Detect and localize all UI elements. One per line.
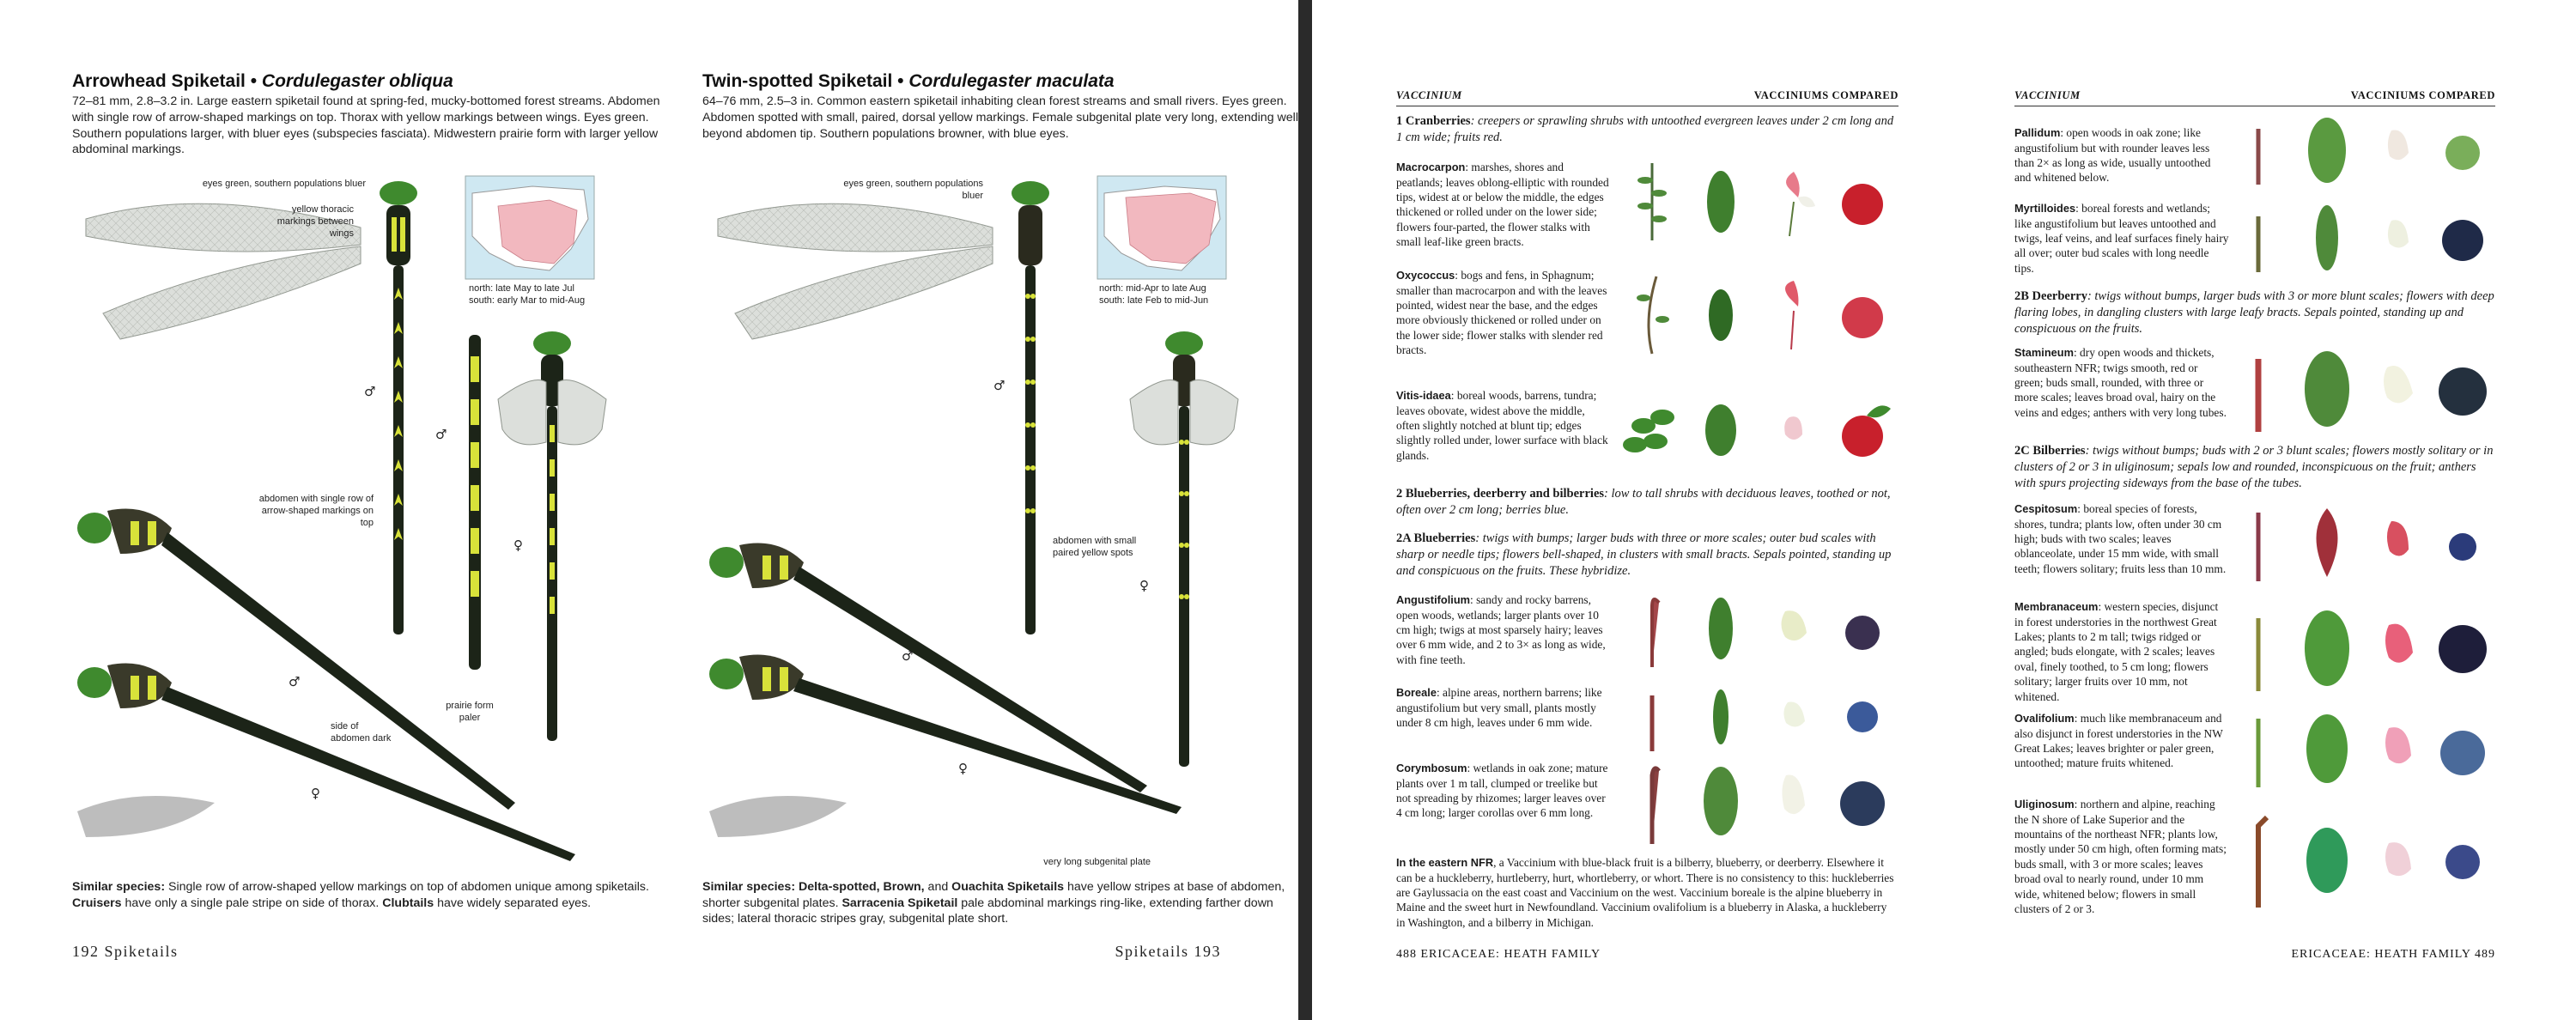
cespitosum-icons xyxy=(2233,500,2499,586)
similar-text: have widely separated eyes. xyxy=(434,896,592,910)
flower-icon xyxy=(1785,281,1798,349)
lateral-female xyxy=(77,664,575,862)
flower-icon xyxy=(2385,727,2411,763)
section-title: 2B Deerberry xyxy=(2014,289,2087,303)
entry-name: Corymbosum xyxy=(1396,762,1467,774)
note-bold: In the eastern NFR xyxy=(1396,856,1494,869)
male-symbol: ♂ xyxy=(902,648,914,664)
latin-name: Cordulegaster obliqua xyxy=(261,71,453,91)
entry-text: : boreal species of forests, shores, tundra; plants low, often under 30 cm high; buds with two scales; leaves oblanceolate, under 15 mm wide, with small teeth; flowers solitary; fruits less than 10 mm. xyxy=(2014,502,2227,575)
male-symbol: ♂ xyxy=(289,674,301,689)
page-folio-193: Spiketails 193 xyxy=(1115,943,1221,960)
berry-icon xyxy=(2442,220,2483,261)
section-title: 1 Cranberries xyxy=(1396,114,1471,128)
leaf-icon xyxy=(1705,404,1736,456)
entry-name: Pallidum xyxy=(2014,126,2061,139)
leaf-icon xyxy=(1707,171,1735,233)
similar-label: Similar species: xyxy=(702,880,796,894)
dorsal-male xyxy=(380,181,417,634)
male-symbol: ♂ xyxy=(364,384,376,399)
entry-oxycoccus xyxy=(1396,268,1611,358)
flower-icon xyxy=(2385,842,2411,876)
similar-text: pale abdominal markings ring-like, extending farther down sides; lateral thoracic stripes gray, subgenital plate short. xyxy=(702,896,1273,926)
entry-myrtilloides xyxy=(2014,201,2229,276)
twig-icon xyxy=(2258,817,2267,908)
entry-uliginosum xyxy=(2014,797,2229,917)
pallidum-icons xyxy=(2233,112,2499,189)
flower-icon xyxy=(1784,416,1802,440)
leaf-icon xyxy=(2305,351,2349,427)
twig-icon xyxy=(1652,599,1659,667)
book-gutter xyxy=(1298,0,1312,1020)
entry-text: : sandy and rocky barrens, open woods, wetlands; larger plants over 10 cm high; twigs at most sparsely hairy; leaves over 6 mm wide, and 2 to 3× as long as wide, with fine teeth. xyxy=(1396,593,1606,666)
similar-text: Single row of arrow-shaped yellow markings on top of abdomen unique among spiketails. xyxy=(165,880,649,894)
entry-boreale xyxy=(1396,685,1611,730)
twig-icon xyxy=(1649,276,1656,354)
berry-icon xyxy=(1842,184,1883,225)
angustifolium-icons xyxy=(1618,586,1901,671)
flower-icon xyxy=(1782,774,1805,814)
twig-icon xyxy=(1652,768,1659,844)
entry-pallidum xyxy=(2014,125,2229,185)
similar-bold: Sarracenia Spiketail xyxy=(841,896,958,910)
ovalifolium-icons xyxy=(2233,706,2499,792)
berry-icon xyxy=(2440,731,2485,775)
similar-text: have yellow stripes at base of abdomen, shorter subgenital plates. xyxy=(702,880,1285,910)
female-symbol: ♀ xyxy=(1139,578,1149,593)
membranaceum-icons xyxy=(2233,601,2499,695)
twin-spotted-spiketail-illustration xyxy=(701,167,1250,871)
label-eyes: eyes green, southern populations bluer xyxy=(843,179,983,201)
vitis-idaea-icons xyxy=(1618,383,1901,477)
section-title: 2A Blueberries xyxy=(1396,531,1476,545)
entry-membranaceum xyxy=(2014,599,2229,704)
twig-icon xyxy=(1623,410,1674,452)
entry-text: : open woods in oak zone; like angustifolium but with rounder leaves less than 2× as long as wide, usually untoothed and whitened below. xyxy=(2014,126,2211,185)
range-map xyxy=(1097,176,1226,279)
entry-text: : dry open woods and thickets, southeastern NFR; twigs smooth, red or green; buds small, rounded, with three or more scales; leaves broad oval, hairy on the veins and edges; anthers with very long tubes. xyxy=(2014,346,2227,419)
note-eastern-nfr xyxy=(1396,855,1899,930)
label-prairie: prairie form paler xyxy=(446,701,494,723)
berry-icon xyxy=(2449,533,2476,561)
leaf-icon xyxy=(1713,689,1728,744)
female-symbol: ♀ xyxy=(311,786,320,801)
entry-text: : much like membranaceum and also disjunct in forest understories in the NW Great Lakes; leaves brighter or paler green, untoothed; mature fruits whitened. xyxy=(2014,712,2223,770)
section-text: : creepers or sprawling shrubs with untoothed evergreen leaves under 2 cm long and 1 cm wide; fruits red. xyxy=(1396,114,1894,145)
header-topic: VACCINIUMS COMPARED xyxy=(1753,89,1899,101)
species-description: 64–76 mm, 2.5–3 in. Common eastern spiketail inhabiting clean forest streams and small rivers. Eyes green. Abdomen spotted with small, paired, dorsal yellow markings. Female subgenital plate very long, extending well beyond abdomen tip. Southern populations browner, with blue eyes. xyxy=(702,94,1298,141)
berry-icon xyxy=(1847,701,1878,732)
berry-icon xyxy=(1840,781,1885,826)
flower-icon xyxy=(2388,220,2409,247)
dorsal-male xyxy=(1012,181,1049,634)
species-title xyxy=(72,70,673,92)
flower-icon xyxy=(2387,521,2409,556)
similar-text: have only a single pale stripe on side of thorax. xyxy=(121,896,383,910)
leaf-icon xyxy=(2316,205,2338,270)
species-description: 72–81 mm, 2.8–3.2 in. Large eastern spiketail found at spring-fed, mucky-bottomed forest streams. Abdomen with single row of arrow-shaped markings on top. Thorax with yellow markings between wings. Eyes green. Southern populations larger, with bluer eyes (subspecies fasciata). Midwestern prairie form with larger yellow abdominal markings. xyxy=(72,94,660,157)
entry-name: Stamineum xyxy=(2014,346,2074,359)
myrtilloides-icons xyxy=(2233,199,2499,276)
running-header-489 xyxy=(2014,89,2495,106)
boreale-icons xyxy=(1618,678,1901,756)
leaf-icon xyxy=(2308,118,2346,183)
prairie-abdomen xyxy=(469,335,481,670)
entry-text: : boreal woods, barrens, tundra; leaves obovate, widest above the middle, often slightly notched at blunt tip; edges slightly rolled under, lower surface with black glands. xyxy=(1396,389,1608,462)
header-genus: VACCINIUM xyxy=(2014,89,2081,101)
page-folio-489: ERICACEAE: HEATH FAMILY 489 xyxy=(2291,948,2495,961)
berry-icon xyxy=(1842,297,1883,338)
entry-name: Boreale xyxy=(1396,686,1437,699)
species-account-arrowhead xyxy=(72,70,673,158)
section-text: : twigs without bumps, larger buds with 3 or more blunt scales; flowers with deep flaring lobes, in dangling clusters with large leafy bracts. Sepals pointed, standing up and conspicuous on the fruits. xyxy=(2014,289,2494,337)
common-name: Twin-spotted Spiketail xyxy=(702,71,893,91)
entry-text: : bogs and fens, in Sphagnum; smaller than macrocarpon and with the leaves pointed, widest near the base, and the edges more obviously thickened or rolled under on the lower side; flower stalks with slender red bracts. xyxy=(1396,269,1607,357)
label-side: side of abdomen dark xyxy=(331,721,392,744)
flower-icon xyxy=(1782,610,1807,641)
leaf-icon xyxy=(2317,508,2338,577)
leaf-icon xyxy=(2306,828,2348,893)
berry-icon xyxy=(2445,845,2480,879)
title-separator: • xyxy=(892,71,909,91)
similar-species-twin-spotted xyxy=(702,879,1298,927)
berry-icon xyxy=(2439,625,2487,673)
entry-corymbosum xyxy=(1396,761,1611,821)
berry-icon xyxy=(2439,367,2487,416)
wings xyxy=(718,203,993,339)
similar-bold: Ouachita Spiketails xyxy=(951,880,1065,894)
entry-vitis-idaea xyxy=(1396,388,1611,463)
entry-name: Macrocarpon xyxy=(1396,161,1466,173)
entry-name: Angustifolium xyxy=(1396,593,1471,606)
latin-name: Cordulegaster maculata xyxy=(908,71,1115,91)
section-title: 2C Bilberries xyxy=(2014,444,2086,458)
flower-icon xyxy=(1786,172,1815,236)
section-text: : twigs with bumps; larger buds with three or more scales; outer bud scales with sharp or needle tips; flowers bell-shaped, in clusters with small bracts. Sepals pointed, standing up and conspicuous on the fruits. These hybridize. xyxy=(1396,531,1892,579)
similar-bold: Cruisers xyxy=(72,896,122,910)
stamineum-icons xyxy=(2233,342,2499,436)
uliginosum-icons xyxy=(2233,809,2499,912)
header-topic: VACCINIUMS COMPARED xyxy=(2350,89,2495,101)
header-genus: VACCINIUM xyxy=(1396,89,1462,101)
entry-text: : western species, disjunct in forest understories in the northwest Great Lakes; plants to 2 m tall; twigs ridged or angled; buds elongate, with 2 scales; leaves oval, finely toothed, to 5 cm long; flowers solitary; larger fruits over 10 mm, not whitened. xyxy=(2014,600,2219,703)
entry-stamineum xyxy=(2014,345,2229,420)
label-flight-season: north: mid-Apr to late Aug south: late Feb to mid-Jun xyxy=(1099,283,1209,306)
section-2a-blueberries xyxy=(1396,531,1899,580)
corymbosum-icons xyxy=(1618,754,1901,848)
section-blueberries xyxy=(1396,486,1899,519)
section-text: : twigs without bumps; buds with 2 or 3 blunt scales; flowers mostly solitary or in clusters of 2 or 3 in uliginosum; sepals low and rounded, inconspicuous on the fruit; anthers with spurs projecting sideways from the base of the tubes. xyxy=(2014,444,2494,491)
entry-text: : alpine areas, northern barrens; like angustifolium but very small, plants mostly under 8 cm high, leaves under 6 mm wide. xyxy=(1396,686,1602,730)
male-symbol: ♂ xyxy=(435,427,447,442)
female-symbol: ♀ xyxy=(513,537,523,553)
title-separator: • xyxy=(245,71,262,91)
similar-species-arrowhead xyxy=(72,879,673,911)
macrocarpon-icons xyxy=(1618,155,1901,249)
section-cranberries xyxy=(1396,113,1899,146)
dorsal-female xyxy=(498,331,606,741)
male-symbol: ♂ xyxy=(993,378,1005,393)
section-2b-deerberry xyxy=(2014,288,2495,337)
species-title xyxy=(702,70,1298,92)
label-subgenital-plate: very long subgenital plate xyxy=(1043,857,1151,867)
berry-icon xyxy=(1842,405,1891,457)
similar-bold: Clubtails xyxy=(382,896,434,910)
female-symbol: ♀ xyxy=(958,761,968,776)
leaf-icon xyxy=(2305,610,2349,686)
label-flight-season: north: late May to late Jul south: early Mar to mid-Aug xyxy=(469,283,586,306)
entry-name: Myrtilloides xyxy=(2014,202,2076,215)
note-text: , a Vaccinium with blue-black fruit is a bilberry, blueberry, or deerberry. Elsewhere it can be a huckleberry, hurtleberry, hurt, whortleberry, or whort. There is no consistency to this: huckleberries are Gaylussacia on the east coast and Vaccinium on the west. Vaccinium boreale is the alpine blueberry in Maine and the sweet hurt in Newfoundland. Vaccinium ovalifolium is a blueberry in Alaska, a huckleberry in Washington, and a bilberry in Michigan. xyxy=(1396,856,1894,929)
flower-icon xyxy=(2384,366,2413,403)
page-folio-192: 192 Spiketails xyxy=(72,943,179,960)
entry-macrocarpon xyxy=(1396,160,1611,250)
range-map xyxy=(465,176,594,279)
leaf-icon xyxy=(2306,714,2348,783)
entry-name: Vitis-idaea xyxy=(1396,389,1451,402)
common-name: Arrowhead Spiketail xyxy=(72,71,246,91)
running-header-488 xyxy=(1396,89,1899,106)
flower-icon xyxy=(2385,624,2413,663)
label-thoracic: yellow thoracic markings between wings xyxy=(276,204,354,239)
vacciniums-spread xyxy=(1312,0,2576,1020)
entry-name: Ovalifolium xyxy=(2014,712,2075,725)
label-abdomen: abdomen with single row of arrow-shaped markings on top xyxy=(258,494,374,528)
entry-text: : wetlands in oak zone; mature plants over 1 m tall, clumped or treelike but not spreading by rhizomes; larger leaves over 4 cm long; larger corollas over 6 mm long. xyxy=(1396,762,1608,820)
entry-name: Oxycoccus xyxy=(1396,269,1455,282)
similar-bold: Delta-spotted, Brown, xyxy=(799,880,925,894)
entry-cespitosum xyxy=(2014,501,2229,576)
entry-name: Cespitosum xyxy=(2014,502,2078,515)
species-account-twin-spotted xyxy=(702,70,1298,142)
page-folio-488: 488 ERICACEAE: HEATH FAMILY xyxy=(1396,948,1601,961)
entry-angustifolium xyxy=(1396,592,1611,667)
section-2c-bilberries xyxy=(2014,443,2495,492)
label-eyes: eyes green, southern populations bluer xyxy=(202,179,366,189)
flower-icon xyxy=(1783,701,1805,726)
berry-icon xyxy=(2445,136,2480,170)
oxycoccus-icons xyxy=(1618,268,1901,362)
leaf-icon xyxy=(1709,289,1733,341)
similar-text: and xyxy=(924,880,952,894)
lateral-female xyxy=(709,655,1182,838)
similar-label: Similar species: xyxy=(72,880,166,894)
entry-name: Membranaceum xyxy=(2014,600,2099,613)
entry-text: : marshes, shores and peatlands; leaves oblong-elliptic with rounded tips, widest at or below the middle, the edges thickened or rolled under on the lower side; flowers four-parted, the flower stalks with small leaf-like green bracts. xyxy=(1396,161,1609,249)
berry-icon xyxy=(1845,616,1880,650)
label-abdomen: abdomen with small paired yellow spots xyxy=(1053,536,1137,558)
section-title: 2 Blueberries, deerberry and bilberries xyxy=(1396,487,1605,501)
entry-text: : northern and alpine, reaching the N shore of Lake Superior and the mountains of the northeast NFR; plants low, mostly under 50 cm high, often forming mats; buds small, with 3 or more scales; leaves broad oval to nearly round, under 10 mm wide, whitened below; flowers in small clusters of 2 or 3. xyxy=(2014,798,2227,916)
entry-ovalifolium xyxy=(2014,711,2229,771)
entry-name: Uliginosum xyxy=(2014,798,2075,811)
leaf-icon xyxy=(1704,767,1738,835)
leaf-icon xyxy=(1709,598,1733,659)
entry-text: : boreal forests and wetlands; like angustifolium but leaves untoothed and twigs, leaf veins, and leaf surfaces finely hairy all over; outer bud scales with long needle tips. xyxy=(2014,202,2229,275)
section-text: : low to tall shrubs with deciduous leaves, toothed or not, often over 2 cm long; berries blue. xyxy=(1396,487,1891,518)
lateral-male xyxy=(77,509,515,811)
flower-icon xyxy=(2388,131,2409,161)
